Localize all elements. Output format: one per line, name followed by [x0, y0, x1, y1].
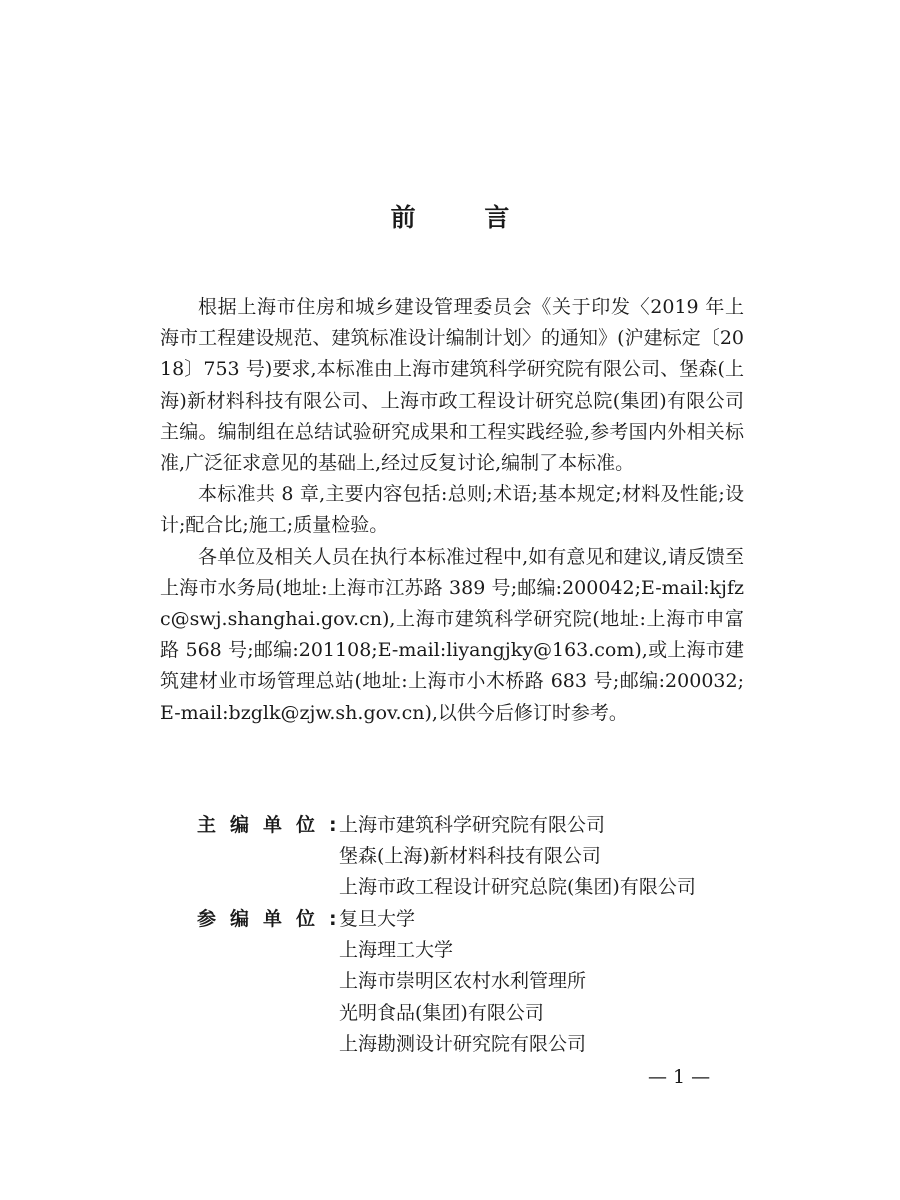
- unit-item: 上海理工大学: [339, 939, 454, 962]
- preface-paragraph: 本标准共 8 章,主要内容包括:总则;术语;基本规定;材料及性能;设计;配合比;施工;质量检验。: [160, 483, 744, 537]
- participating-units-label: 参编单位:: [197, 908, 337, 930]
- preface-paragraph: 根据上海市住房和城乡建设管理委员会《关于印发〈2019 年上海市工程建设规范、建筑标准设计编制计划〉的通知》(沪建标定〔2018〕753 号)要求,本标准由上海市建筑科学研究院有限公司、堡森(上海)新材料科技有限公司、上海市政工程设计研究总院(集团)有限公司主编。编制组在总结试验研究成果和工程实践经验,参考国内外相关标准,广泛征求意见的基础上,经过反复讨论,编制了本标准。: [160, 296, 744, 475]
- preface-paragraph: 各单位及相关人员在执行本标准过程中,如有意见和建议,请反馈至上海市水务局(地址:上海市江苏路 389 号;邮编:200042;E-mail:kjfzc@swj.shanghai.gov.cn),上海市建筑科学研究院(地址:上海市申富路 568 号;邮编:201108;E-mail:liyangjky@163.com),或上海市建筑建材业市场管理总站(地址:上海市小木桥路 683 号;邮编:200032;E-mail:bzglk@zjw.sh.gov.cn),以供今后修订时参考。: [160, 545, 744, 724]
- chief-units-section: [197, 810, 757, 904]
- unit-item: 光明食品(集团)有限公司: [339, 1001, 544, 1024]
- page-title: 前 言: [390, 203, 540, 232]
- page-number: — 1 —: [648, 1066, 711, 1088]
- participating-units-section: [197, 904, 757, 1060]
- preface-body: [160, 292, 744, 729]
- unit-item: 上海市崇明区农村水利管理所: [339, 970, 587, 993]
- unit-item: 上海市建筑科学研究院有限公司: [339, 814, 606, 836]
- unit-item: 堡森(上海)新材料科技有限公司: [339, 845, 601, 868]
- unit-item: 上海勘测设计研究院有限公司: [339, 1032, 587, 1055]
- chief-units-label: 主编单位:: [197, 814, 337, 836]
- unit-item: 复旦大学: [339, 908, 416, 930]
- unit-item: 上海市政工程设计研究总院(集团)有限公司: [339, 876, 696, 899]
- participating-units-list: [339, 904, 757, 1060]
- chief-units-list: [339, 810, 757, 904]
